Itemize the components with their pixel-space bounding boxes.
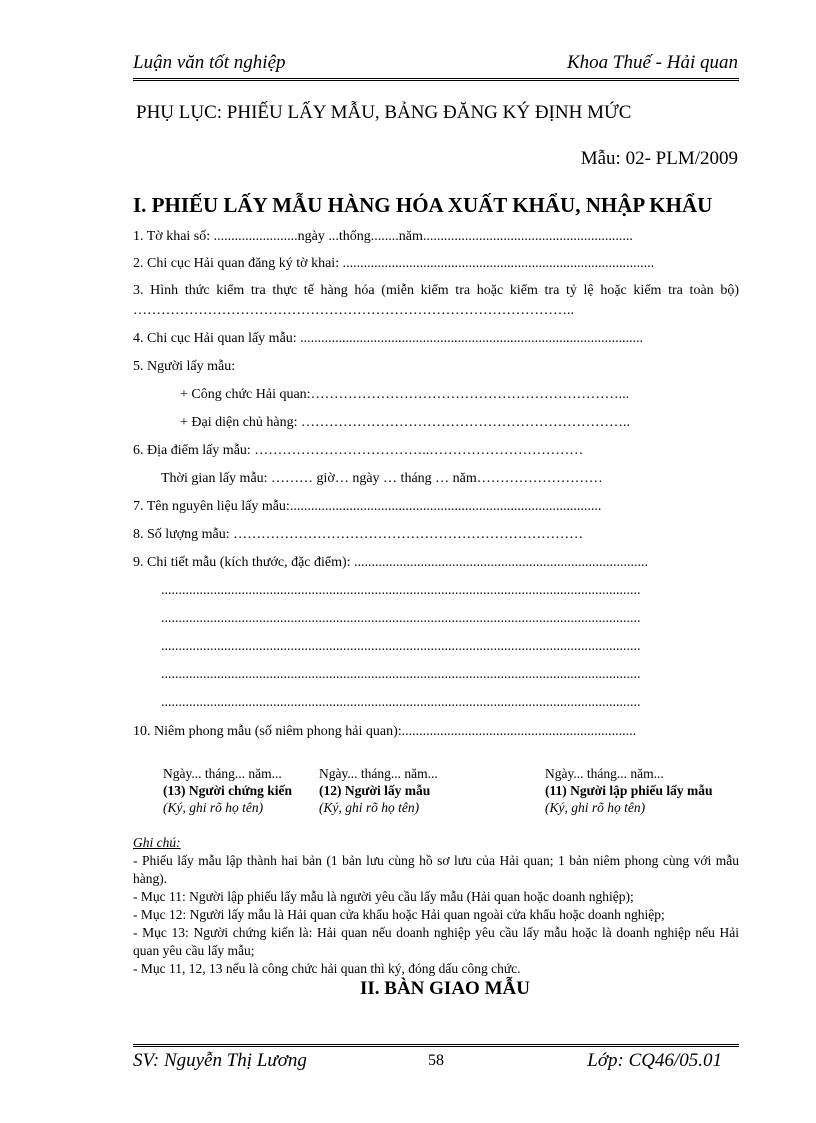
- item-5a: + Công chức Hải quan:…………………………………………………………...: [180, 387, 630, 402]
- item-7: 7. Tên nguyên liệu lấy mẫu:.........................................................................................: [133, 499, 602, 514]
- notes: [133, 834, 739, 978]
- signature-role: (13) Người chứng kiến: [163, 783, 293, 798]
- blank-line-1: .........................................................................................................................................: [161, 583, 641, 598]
- signature-note: (Ký, ghi rõ họ tên): [545, 800, 646, 815]
- item-6b: Thời gian lấy mẫu: ……… giờ… ngày … tháng … năm………………………: [161, 471, 603, 486]
- signature-note: (Ký, ghi rõ họ tên): [163, 800, 264, 815]
- item-5b: + Đại diện chủ hàng: ……………………………………………………………..: [180, 415, 631, 430]
- item-2: 2. Chi cục Hải quan đăng ký tờ khai: .........................................................................................: [133, 256, 655, 271]
- signature-role: (11) Người lập phiếu lấy mẫu: [545, 783, 713, 798]
- section1-title: I. PHIẾU LẤY MẪU HÀNG HÓA XUẤT KHẨU, NHẬP KHẨU: [133, 193, 713, 217]
- note-5: - Mục 11, 12, 13 nếu là công chức hải quan thì ký, đóng dấu công chức.: [133, 961, 521, 976]
- signature-date: Ngày... tháng... năm...: [163, 766, 282, 781]
- footer-rule: [133, 1044, 739, 1047]
- note-4: - Mục 13: Người chứng kiến là: Hải quan nếu doanh nghiệp yêu cầu lấy mẫu hoặc là doanh nghiệp nếu Hải quan yêu cầu lấy mẫu;: [133, 925, 739, 958]
- blank-line-4: .........................................................................................................................................: [161, 667, 641, 682]
- item-1: 1. Tờ khai số: ........................ngày ...thống........năm............................................................: [133, 229, 633, 244]
- item-4: 4. Chi cục Hải quan lấy mẫu: ..................................................................................................: [133, 331, 644, 346]
- form-code: Mẫu: 02- PLM/2009: [580, 148, 738, 169]
- header-rule: [133, 78, 739, 81]
- blank-line-2: .........................................................................................................................................: [161, 611, 641, 626]
- signature-creator: [545, 765, 725, 816]
- item-5: 5. Người lấy mẫu:: [133, 359, 236, 374]
- signature-date: Ngày... tháng... năm...: [545, 766, 664, 781]
- item-9: 9. Chi tiết mẫu (kích thước, đặc điểm): ....................................................................................: [133, 555, 649, 570]
- notes-title: Ghi chú:: [133, 835, 181, 850]
- signature-sampler: [319, 765, 479, 816]
- note-1: - Phiếu lấy mẫu lập thành hai bản (1 bản lưu cùng hồ sơ lưu của Hải quan; 1 bản niêm phong cùng với mẫu hàng).: [133, 853, 739, 886]
- footer-class: Lớp: CQ46/05.01: [587, 1050, 722, 1071]
- item-8: 8. Số lượng mẫu: …………………………………………………………………: [133, 527, 584, 542]
- section2-title: II. BÀN GIAO MẪU: [360, 978, 530, 999]
- appendix-title: PHỤ LỤC: PHIẾU LẤY MẪU, BẢNG ĐĂNG KÝ ĐỊNH MỨC: [136, 102, 632, 123]
- footer-page-number: 58: [428, 1052, 444, 1069]
- header-right-title: Khoa Thuế - Hải quan: [567, 52, 738, 73]
- footer-student: SV: Nguyễn Thị Lương: [133, 1050, 307, 1071]
- header-left-title: Luận văn tốt nghiệp: [133, 52, 286, 73]
- item-3: 3. Hình thức kiểm tra thực tế hàng hóa (miễn kiểm tra hoặc kiểm tra tỷ lệ hoặc kiểm tra toàn bộ) …………………………………………………………………………………..: [133, 283, 739, 318]
- blank-line-3: .........................................................................................................................................: [161, 639, 641, 654]
- signature-role: (12) Người lấy mẫu: [319, 783, 431, 798]
- blank-line-5: .........................................................................................................................................: [161, 695, 641, 710]
- item-10: 10. Niêm phong mẫu (số niêm phong hải quan):...................................................................: [133, 724, 637, 739]
- signature-note: (Ký, ghi rõ họ tên): [319, 800, 420, 815]
- item-6: 6. Địa điểm lấy mẫu: ………………………………..……………………………: [133, 443, 584, 458]
- note-3: - Mục 12: Người lấy mẫu là Hải quan cửa khẩu hoặc Hải quan ngoài cửa khẩu hoặc doanh nghiệp;: [133, 907, 665, 922]
- signature-date: Ngày... tháng... năm...: [319, 766, 438, 781]
- note-2: - Mục 11: Người lập phiếu lấy mẫu là người yêu cầu lấy mẫu (Hải quan hoặc doanh nghiệp);: [133, 889, 634, 904]
- signature-witness: [163, 765, 313, 816]
